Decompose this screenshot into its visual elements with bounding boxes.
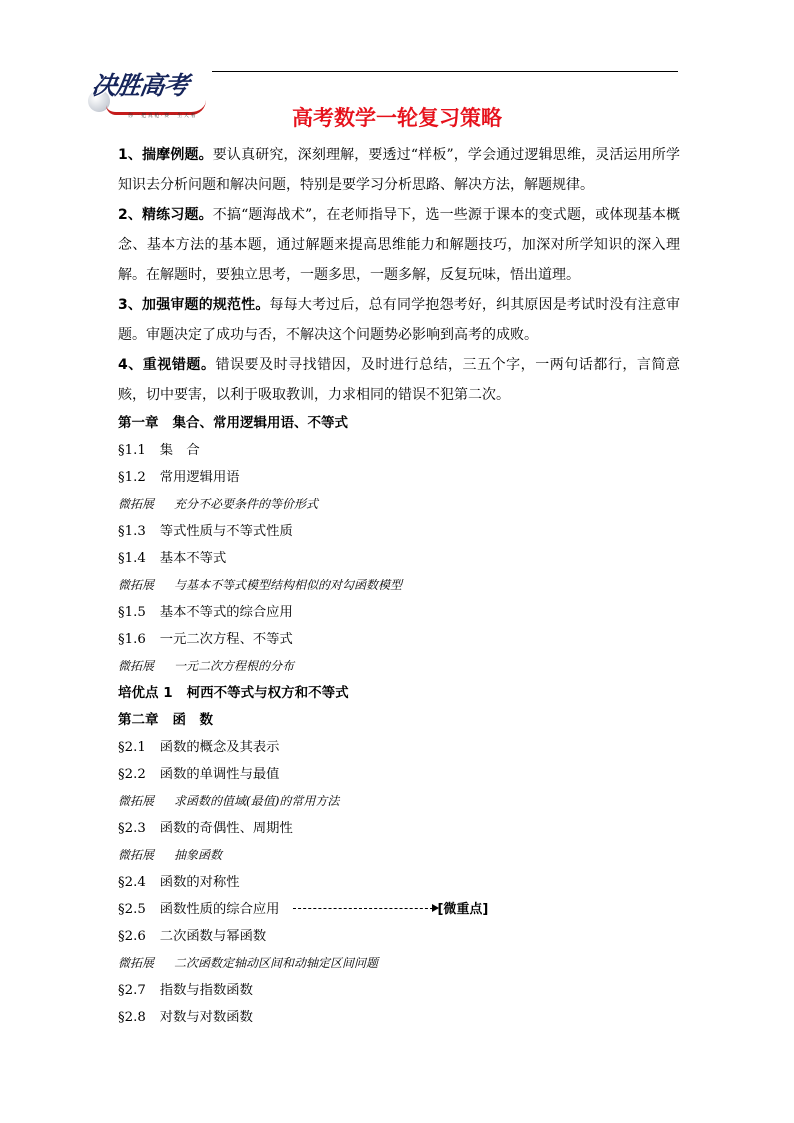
toc-text: 函 数: [172, 712, 213, 728]
toc-label: §1.4: [118, 551, 146, 566]
table-of-contents: [118, 410, 680, 1031]
toc-text: 充分不必要条件的等价形式: [174, 497, 319, 511]
toc-label: 微拓展: [118, 659, 155, 673]
toc-item-section[interactable]: [118, 626, 680, 653]
toc-text: 函数的对称性: [159, 875, 240, 890]
toc-item-section[interactable]: [118, 437, 680, 464]
toc-label: §1.3: [118, 524, 146, 539]
toc-label: §2.6: [118, 929, 146, 944]
toc-item-section[interactable]: [118, 761, 680, 788]
strategy-body: 错误要及时寻找错因，及时进行总结，三五个字，一两句话都行，言简意赅，切中要害，以利于吸取教训，力求相同的错误不犯第二次。: [118, 357, 681, 403]
strategy-item: [118, 290, 680, 350]
toc-label: §2.1: [118, 740, 146, 755]
toc-text: 对数与对数函数: [159, 1010, 253, 1025]
toc-label: §2.7: [118, 983, 146, 998]
toc-text: 函数的奇偶性、周期性: [159, 821, 293, 836]
toc-item-section[interactable]: [118, 977, 680, 1004]
toc-item-section[interactable]: [118, 923, 680, 950]
strategy-lead: 1、揣摩例题。: [118, 147, 213, 163]
toc-text: 集合、常用逻辑用语、不等式: [172, 415, 348, 431]
toc-item-section[interactable]: [118, 815, 680, 842]
toc-text: 抽象函数: [174, 848, 223, 862]
strategy-item: [118, 200, 680, 290]
toc-label: §2.2: [118, 767, 146, 782]
toc-text: 函数的单调性与最值: [159, 767, 280, 782]
strategy-item: [118, 140, 680, 200]
document-body: [118, 140, 680, 1031]
toc-label: 微拓展: [118, 794, 155, 808]
toc-item-ext[interactable]: [118, 491, 680, 518]
strategy-body: 不搞“题海战术”，在老师指导下，选一些源于课本的变式题，或体现基本概念、基本方法的基本题，通过解题来提高思维能力和解题技巧，加深对所学知识的深入理解。在解题时，要独立思考，一题多思，一题多解，反复玩味，悟出道理。: [118, 207, 680, 283]
toc-label: §2.8: [118, 1010, 146, 1025]
toc-label: §2.5: [118, 902, 146, 917]
toc-label: 第一章: [118, 415, 159, 431]
dashed-arrow-icon: [293, 908, 433, 911]
toc-label: 培优点 1: [118, 685, 173, 701]
toc-text: 函数的概念及其表示: [159, 740, 280, 755]
toc-item-bonus[interactable]: [118, 680, 680, 707]
toc-text: 常用逻辑用语: [159, 470, 240, 485]
toc-item-section[interactable]: [118, 1004, 680, 1031]
toc-item-section[interactable]: [118, 518, 680, 545]
toc-text: 集 合: [159, 443, 200, 458]
toc-label: §2.3: [118, 821, 146, 836]
toc-item-section[interactable]: [118, 464, 680, 491]
strategy-lead: 2、精练习题。: [118, 207, 213, 223]
toc-item-chapter[interactable]: [118, 707, 680, 734]
logo-tagline: 你 一 把 真 枪 · 赛 一 生 天 着: [128, 113, 196, 119]
toc-label: §1.2: [118, 470, 146, 485]
strategy-item: [118, 350, 680, 410]
toc-label: 微拓展: [118, 956, 155, 970]
toc-text: 一元二次方程、不等式: [159, 632, 293, 647]
toc-label: §1.5: [118, 605, 146, 620]
toc-text: 二次函数定轴动区间和动轴定区间问题: [174, 956, 379, 970]
toc-item-ext[interactable]: [118, 842, 680, 869]
toc-item-ext[interactable]: [118, 572, 680, 599]
toc-item-section[interactable]: [118, 869, 680, 896]
toc-text: 柯西不等式与权方和不等式: [186, 685, 349, 701]
toc-item-ext[interactable]: [118, 788, 680, 815]
toc-text: 等式性质与不等式性质: [159, 524, 293, 539]
toc-item-section[interactable]: [118, 599, 680, 626]
toc-label: §1.6: [118, 632, 146, 647]
toc-item-ext[interactable]: [118, 653, 680, 680]
toc-label: 微拓展: [118, 578, 155, 592]
logo-text: 决胜高考: [89, 71, 190, 100]
toc-text: 与基本不等式模型结构相似的对勾函数模型: [174, 578, 403, 592]
strategy-body: 要认真研究，深刻理解，要透过“样板”，学会通过逻辑思维，灵活运用所学知识去分析问题和解决问题，特别是要学习分析思路、解决方法，解题规律。: [118, 147, 680, 193]
strategy-body: 每每大考过后，总有同学抱怨考好，纠其原因是考试时没有注意审题。审题决定了成功与否，不解决这个问题势必影响到高考的成败。: [118, 297, 681, 343]
toc-item-ext[interactable]: [118, 950, 680, 977]
toc-item-chapter[interactable]: [118, 410, 680, 437]
toc-text: 求函数的值域(最值)的常用方法: [174, 794, 340, 808]
toc-text: 基本不等式的综合应用: [159, 605, 293, 620]
toc-item-section[interactable]: [118, 734, 680, 761]
toc-label: 第二章: [118, 712, 159, 728]
toc-text: 一元二次方程根的分布: [174, 659, 295, 673]
toc-text: 基本不等式: [159, 551, 227, 566]
toc-item-section[interactable]: [118, 545, 680, 572]
toc-label: 微拓展: [118, 848, 155, 862]
toc-label: §2.4: [118, 875, 146, 890]
toc-text: 二次函数与幂函数: [159, 929, 267, 944]
toc-label: 微拓展: [118, 497, 155, 511]
strategy-lead: 4、重视错题。: [118, 357, 216, 373]
toc-text: 函数性质的综合应用: [159, 902, 280, 917]
header-rule: [212, 71, 678, 72]
toc-text: 指数与指数函数: [159, 983, 253, 998]
strategy-lead: 3、加强审题的规范性。: [118, 297, 270, 313]
toc-label: §1.1: [118, 443, 146, 458]
document-title: 高考数学一轮复习策略: [292, 106, 502, 130]
toc-tag: [微重点]: [437, 902, 489, 917]
strategy-list: [118, 140, 680, 410]
toc-item-section[interactable]: [118, 896, 680, 923]
